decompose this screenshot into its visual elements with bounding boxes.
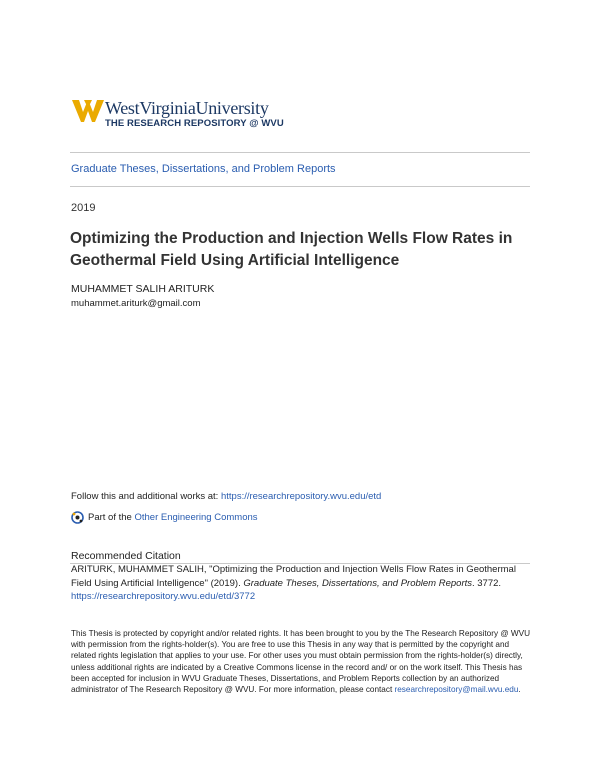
publication-year: 2019 bbox=[71, 202, 96, 214]
repository-name: THE RESEARCH REPOSITORY @ WVU bbox=[105, 118, 284, 129]
rights-notice-end: . bbox=[518, 685, 521, 695]
author-name: MUHAMMET SALIH ARITURK bbox=[71, 283, 215, 295]
repository-url-link[interactable]: https://researchrepository.wvu.edu/etd bbox=[220, 491, 382, 502]
collection-divider bbox=[70, 186, 530, 187]
citation-number: . 3772. bbox=[472, 577, 502, 589]
citation-authors: ARITURK, MUHAMMET SALIH, bbox=[71, 564, 210, 575]
citation-title: "Optimizing the Production and Injection Wells Flow Rates in Geothermal Field Using Artificial Intelligence" bbox=[71, 564, 516, 589]
citation-url-link[interactable]: https://researchrepository.wvu.edu/etd/3772 bbox=[71, 591, 256, 602]
follow-prefix: Follow this and additional works at: bbox=[71, 491, 221, 502]
contact-email-link[interactable]: researchrepository@mail.wvu.edu bbox=[394, 685, 519, 695]
rights-notice bbox=[71, 628, 531, 695]
citation-year: (2019). bbox=[207, 577, 244, 589]
network-commons-icon bbox=[71, 511, 84, 524]
university-name: WestVirginiaUniversity bbox=[105, 98, 269, 118]
follow-line bbox=[71, 491, 381, 502]
recommended-citation-heading: Recommended Citation bbox=[71, 550, 181, 562]
citation-text bbox=[71, 563, 531, 604]
citation-series: Graduate Theses, Dissertations, and Problem Reports bbox=[243, 577, 472, 589]
thesis-title: Optimizing the Production and Injection Wells Flow Rates in Geothermal Field Using Artificial Intelligence bbox=[70, 230, 513, 269]
rights-notice-text: This Thesis is protected by copyright and/or related rights. It has been brought to you by the The Research Repository @ WVU with permission from the rights-holder(s). You are free to use this Thesis in any way that is permitted by the copyright and related rights legislation that applies to your use. For other uses you must obtain permission from the rights-holder(s) directly, unless additional rights are indicated by a Creative Commons license in the record and/ or on the work itself. This Thesis has been accepted for inclusion in WVU Graduate Theses, Dissertations, and Problem Reports collection by an authorized administrator of The Research Repository @ WVU. For more information, please contact bbox=[71, 629, 531, 695]
other-engineering-commons-link[interactable]: Other Engineering Commons bbox=[134, 512, 258, 523]
part-of-prefix: Part of the bbox=[88, 512, 132, 523]
wvu-flying-wv-icon bbox=[72, 98, 104, 124]
collection-link[interactable]: Graduate Theses, Dissertations, and Problem Reports bbox=[71, 163, 336, 175]
part-of-line bbox=[71, 511, 258, 524]
author-email: muhammet.ariturk@gmail.com bbox=[71, 298, 201, 309]
top-divider bbox=[70, 152, 530, 153]
wvu-logo[interactable] bbox=[72, 98, 332, 134]
